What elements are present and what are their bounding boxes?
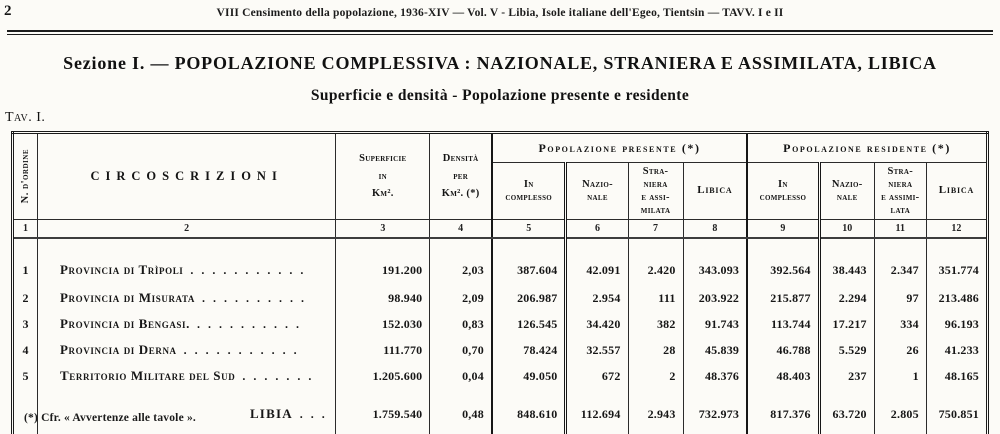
- col-header-ordine-text: N. d'ordine: [20, 149, 31, 204]
- col-header-presente-libica: Libica: [683, 163, 747, 220]
- value-cell: 152.030: [336, 311, 430, 337]
- total-value-cell: 112.694: [566, 389, 628, 434]
- col-number: 7: [628, 220, 683, 239]
- total-value-cell: 817.376: [747, 389, 819, 434]
- value-cell: 2,09: [430, 285, 492, 311]
- value-cell: 96.193: [926, 311, 987, 337]
- total-label-cell: LIBIA . . .: [38, 389, 336, 434]
- value-cell: 206.987: [492, 285, 566, 311]
- value-cell: 113.744: [747, 311, 819, 337]
- value-cell: 91.743: [683, 311, 747, 337]
- value-cell: 111: [628, 285, 683, 311]
- section-title: [0, 53, 1000, 74]
- value-cell: 38.443: [819, 238, 874, 285]
- value-cell: 48.165: [926, 363, 987, 389]
- col-number: 4: [430, 220, 492, 239]
- value-cell: 672: [566, 363, 628, 389]
- col-number: 2: [38, 220, 336, 239]
- col-number: 11: [874, 220, 926, 239]
- value-cell: 382: [628, 311, 683, 337]
- col-number: 10: [819, 220, 874, 239]
- row-number: 2: [22, 290, 29, 305]
- value-cell: 41.233: [926, 337, 987, 363]
- col-header-presente-nazionale: Nazio- nale: [566, 163, 628, 220]
- value-cell: 0,70: [430, 337, 492, 363]
- table-row: [13, 238, 988, 285]
- value-cell: 215.877: [747, 285, 819, 311]
- value-cell: 343.093: [683, 238, 747, 285]
- dot-leader: . . . . . . . . . .: [197, 317, 302, 331]
- total-value-cell: 2.943: [628, 389, 683, 434]
- col-header-ordine: [13, 133, 38, 220]
- value-cell: 48.403: [747, 363, 819, 389]
- value-cell: 2,03: [430, 238, 492, 285]
- value-cell: 34.420: [566, 311, 628, 337]
- value-cell: 351.774: [926, 238, 987, 285]
- value-cell: 2.347: [874, 238, 926, 285]
- page-number: 2: [4, 3, 12, 19]
- value-cell: 191.200: [336, 238, 430, 285]
- value-cell: 32.557: [566, 337, 628, 363]
- circoscrizione-cell: Provincia di Bengasi. . . . . . . . . . .: [38, 311, 336, 337]
- value-cell: 46.788: [747, 337, 819, 363]
- value-cell: 2.954: [566, 285, 628, 311]
- col-number: 9: [747, 220, 819, 239]
- dot-leader: . . .: [299, 407, 328, 421]
- value-cell: 78.424: [492, 337, 566, 363]
- value-cell: 213.486: [926, 285, 987, 311]
- table-row: [13, 363, 988, 389]
- value-cell: 126.545: [492, 311, 566, 337]
- total-value-cell: 750.851: [926, 389, 987, 434]
- col-header-residente-nazionale: Nazio- nale: [819, 163, 874, 220]
- value-cell: 392.564: [747, 238, 819, 285]
- census-table: [11, 131, 989, 434]
- col-number: 5: [492, 220, 566, 239]
- section-label: Sezione I.: [63, 53, 146, 73]
- tav-label: Tav. I.: [5, 110, 46, 125]
- value-cell: 28: [628, 337, 683, 363]
- col-header-presente-complesso: In complesso: [492, 163, 566, 220]
- value-cell: 49.050: [492, 363, 566, 389]
- running-head: VIII Censimento della popolazione, 1936-XIV — Vol. V - Libia, Isole italiane dell'Egeo, Tientsin — TAVV. I e II: [216, 7, 784, 19]
- col-number: 1: [13, 220, 38, 239]
- col-header-residente-complesso: In complesso: [747, 163, 819, 220]
- col-number: 3: [336, 220, 430, 239]
- value-cell: 42.091: [566, 238, 628, 285]
- total-value-cell: 63.720: [819, 389, 874, 434]
- table-row: [13, 337, 988, 363]
- col-header-circoscrizioni: CIRCOSCRIZIONI: [38, 133, 336, 220]
- col-number: 8: [683, 220, 747, 239]
- dot-leader: . . . . . . . . . . .: [183, 343, 300, 357]
- value-cell: 45.839: [683, 337, 747, 363]
- value-cell: 387.604: [492, 238, 566, 285]
- value-cell: 17.217: [819, 311, 874, 337]
- value-cell: 2: [628, 363, 683, 389]
- footnote: (*) Cfr. « Avvertenze alle tavole ».: [24, 412, 196, 424]
- dot-leader: . . . . . . .: [242, 369, 314, 383]
- value-cell: 98.940: [336, 285, 430, 311]
- header-double-rule: [7, 30, 993, 35]
- circoscrizione-cell: Territorio Militare del Sud . . . . . . .: [38, 363, 336, 389]
- col-header-presente-straniera: Stra- niera e assi- milata: [628, 163, 683, 220]
- subtitle: Superficie e densità - Popolazione presente e residente: [310, 87, 690, 104]
- col-header-superficie: Superficie in Km².: [336, 133, 430, 220]
- table-row: [13, 311, 988, 337]
- value-cell: 0,83: [430, 311, 492, 337]
- value-cell: 237: [819, 363, 874, 389]
- circoscrizione-cell: Provincia di Misurata . . . . . . . . . .: [38, 285, 336, 311]
- col-header-residente-libica: Libica: [926, 163, 987, 220]
- circoscrizione-cell: Provincia di Trìpoli . . . . . . . . . . .: [38, 238, 336, 285]
- group-header-popolazione-residente: Popolazione residente (*): [747, 133, 987, 163]
- table-row: [13, 285, 988, 311]
- col-number: 6: [566, 220, 628, 239]
- total-value-cell: 0,48: [430, 389, 492, 434]
- value-cell: 26: [874, 337, 926, 363]
- value-cell: 2.420: [628, 238, 683, 285]
- row-number: 3: [22, 316, 29, 331]
- row-number: 1: [22, 262, 29, 277]
- col-header-residente-straniera: Stra- niera e assimi- lata: [874, 163, 926, 220]
- value-cell: 111.770: [336, 337, 430, 363]
- total-value-cell: 2.805: [874, 389, 926, 434]
- total-value-cell: 1.759.540: [336, 389, 430, 434]
- group-header-popolazione-presente: Popolazione presente (*): [492, 133, 747, 163]
- col-header-densita: Densità per Km². (*): [430, 133, 492, 220]
- value-cell: 1.205.600: [336, 363, 430, 389]
- value-cell: 5.529: [819, 337, 874, 363]
- value-cell: 1: [874, 363, 926, 389]
- total-value-cell: 848.610: [492, 389, 566, 434]
- row-number: 5: [22, 368, 29, 383]
- circoscrizione-cell: Provincia di Derna . . . . . . . . . . .: [38, 337, 336, 363]
- dot-leader: . . . . . . . . . . .: [190, 263, 306, 277]
- value-cell: 334: [874, 311, 926, 337]
- value-cell: 2.294: [819, 285, 874, 311]
- value-cell: 48.376: [683, 363, 747, 389]
- value-cell: 97: [874, 285, 926, 311]
- row-number: 4: [22, 342, 29, 357]
- value-cell: 0,04: [430, 363, 492, 389]
- total-value-cell: 732.973: [683, 389, 747, 434]
- dot-leader: . . . . . . . . . .: [202, 291, 307, 305]
- value-cell: 203.922: [683, 285, 747, 311]
- col-number: 12: [926, 220, 987, 239]
- section-title-text: — POPOLAZIONE COMPLESSIVA : NAZIONALE, STRANIERA E ASSIMILATA, LIBICA: [150, 53, 937, 73]
